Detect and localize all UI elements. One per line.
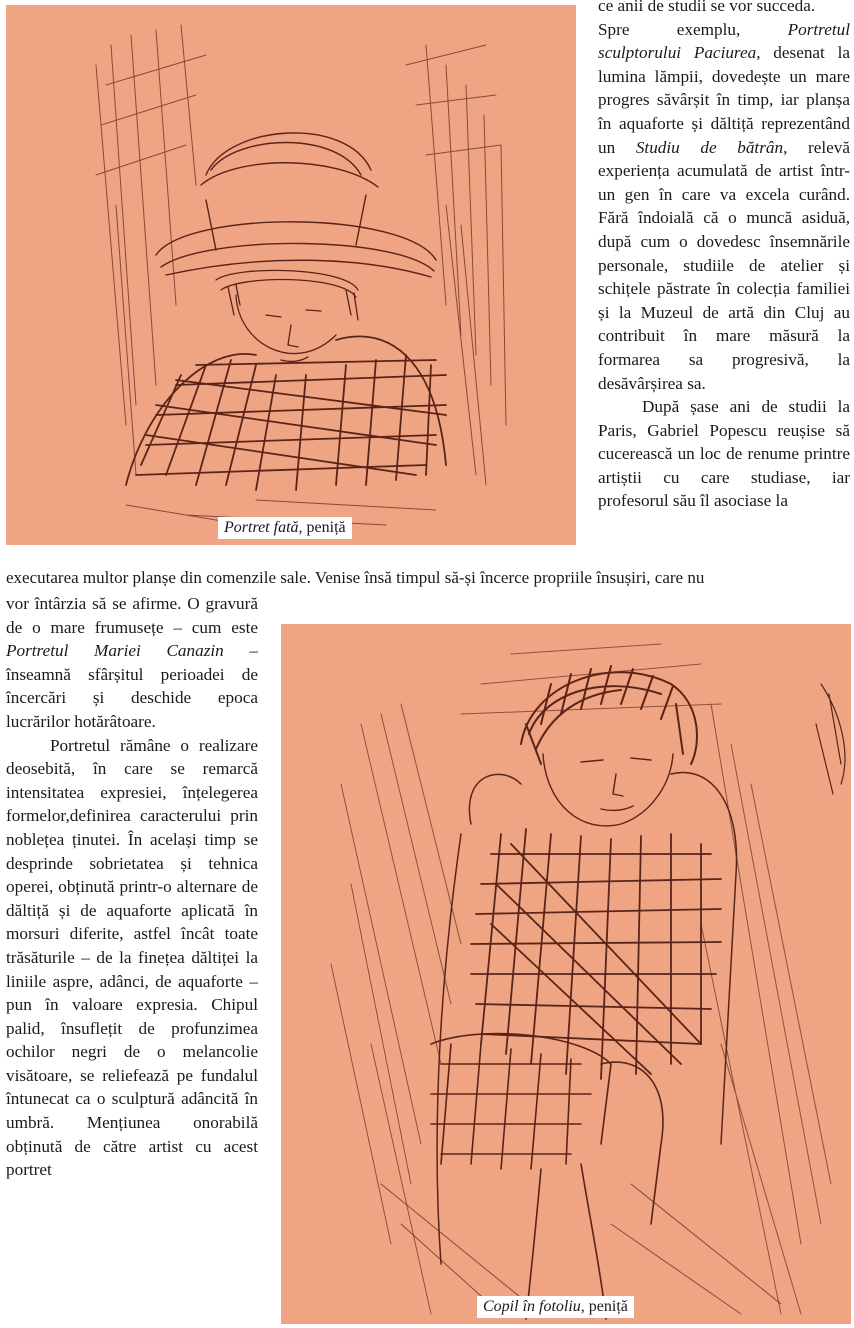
- text-span: vor întârzia să se afirme. O gravură de o mare frumusețe – cum este: [6, 594, 258, 637]
- caption-medium: peniță: [588, 1298, 628, 1315]
- caption-medium: peniță: [306, 519, 346, 536]
- text-line-full-width: [6, 566, 852, 590]
- drawing-portret-fata: [6, 5, 576, 545]
- pen-drawing-child-in-armchair: [281, 624, 851, 1324]
- text-span: , relevă experiența acumulată de artist într-un gen în care va excela curând. Fără îndoială că o muncă asiduă, după cum o dovedesc însemnările personale, studiile de atelier și schițele păstrate în colecția familiei și la Muzeul de artă din Cluj au contribuit în mare măsură la formarea sa progresivă, la desăvârșirea sa.: [598, 137, 851, 393]
- text-span: – înseamnă sfârșitul perioadei de încercări și deschide epoca lucrărilor hotărâtoare.: [6, 641, 259, 731]
- pen-drawing-girl-in-hat: [6, 5, 576, 545]
- text-column-top-right: [598, 0, 850, 513]
- paragraph: Portretul rămâne o realizare deosebită, în care se remarcă intensitatea expresiei, înțelegerea formelor,definirea caracterului prin noblețea ținutei. În același timp se desprinde sobrietatea și tehnica operei, obținută printr-o alternare de dăltiță și de aquaforte aplicată în morsuri diferite, astfel încât toate trăsăturile – de la finețea dăltiței la liniile aspre, adânci, de aquaforte – pun în valoare expresia. Chipul palid, însuflețit de profunzimea ochilor negri de o melancolie visătoare, se reliefează pe fundalul întunecat ca o sculptură adâncită în umbră. Mențiunea onorabilă obținută de către artist cu acest portret: [6, 735, 258, 1180]
- paragraph: După șase ani de studii la Paris, Gabriel Popescu reușise să cucerească un loc de renume printre artiștii cu care studiase, iar profesorul său îl asociase la: [598, 397, 850, 511]
- drawing-copil-in-fotoliu: [281, 624, 851, 1324]
- text-column-left: [6, 592, 258, 1182]
- caption-portret-fata: [218, 517, 352, 539]
- artwork-title: Studiu de bătrân: [635, 137, 784, 157]
- artwork-title: Portretul Mariei Canazin: [6, 641, 224, 661]
- text-span: , desenat la lumina lămpii, dovedește un mare progres săvârșit în timp, iar planșa în aquaforte și dăltiță reprezentând un: [598, 43, 850, 157]
- caption-title: Portret fată,: [224, 519, 303, 536]
- text-line: executarea multor planșe din comenzile sale. Venise însă timpul să-și încerce propriile însușiri, care nu: [6, 568, 705, 587]
- paragraph: [598, 18, 850, 396]
- text-line: ce anii de studii se vor succeda.: [598, 0, 816, 15]
- caption-copil-in-fotoliu: [477, 1296, 634, 1318]
- paragraph: [6, 592, 258, 734]
- paragraph: [598, 0, 850, 18]
- artwork-title: Portretul sculptorului Paciurea: [598, 19, 850, 63]
- caption-title: Copil în fotoliu,: [483, 1298, 585, 1315]
- text-span: Spre exemplu,: [598, 19, 741, 39]
